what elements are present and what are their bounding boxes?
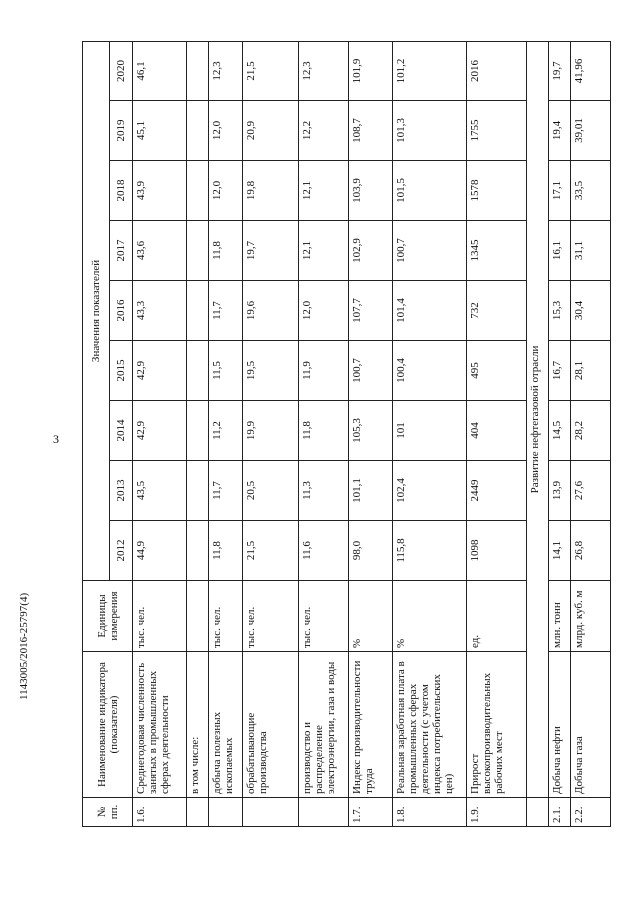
unit-cell: млн. тонн: [549, 581, 571, 652]
value-cell: 12,1: [299, 161, 349, 221]
value-cell: 12,0: [209, 101, 243, 161]
indicator-name: Добыча нефти: [549, 652, 571, 798]
value-cell: 101,2: [393, 41, 467, 100]
value-cell: 11,7: [209, 281, 243, 341]
value-cell: [187, 161, 209, 221]
value-cell: 14,1: [549, 521, 571, 581]
value-cell: 31,1: [571, 221, 611, 281]
value-cell: 115,8: [393, 521, 467, 581]
value-cell: 17,1: [549, 161, 571, 221]
unit-cell: тыс. чел.: [209, 581, 243, 652]
value-cell: 19,7: [549, 41, 571, 100]
row-number: 1.8.: [393, 798, 467, 827]
value-cell: 21,5: [243, 41, 299, 100]
unit-cell: тыс. чел.: [133, 581, 187, 652]
value-cell: 11,7: [209, 461, 243, 521]
value-cell: 107,7: [349, 281, 393, 341]
indicator-name: обрабатывающие производства: [243, 652, 299, 798]
row-number: [299, 798, 349, 827]
table-row: [243, 41, 299, 826]
value-cell: 19,4: [549, 101, 571, 161]
row-number: 1.9.: [467, 798, 527, 827]
header-year: 2020: [110, 41, 133, 100]
value-cell: 19,5: [243, 341, 299, 401]
value-cell: 98,0: [349, 521, 393, 581]
row-number: [187, 798, 209, 827]
row-number: 1.6.: [133, 798, 187, 827]
value-cell: 26,8: [571, 521, 611, 581]
indicator-name: в том числе:: [187, 652, 209, 798]
value-cell: 19,8: [243, 161, 299, 221]
indicator-name: Прирост высокопроизводительных рабочих мест: [467, 652, 527, 798]
section-empty-cell: [527, 798, 549, 827]
unit-cell: [187, 581, 209, 652]
value-cell: 19,6: [243, 281, 299, 341]
page-number: 3: [53, 432, 59, 446]
indicators-table: [82, 41, 611, 827]
value-cell: [187, 41, 209, 100]
unit-cell: %: [349, 581, 393, 652]
value-cell: 11,3: [299, 461, 349, 521]
header-values: Значения показателей: [83, 41, 110, 580]
value-cell: 45,1: [133, 101, 187, 161]
unit-cell: ед.: [467, 581, 527, 652]
value-cell: 20,5: [243, 461, 299, 521]
value-cell: 43,5: [133, 461, 187, 521]
value-cell: 12,2: [299, 101, 349, 161]
value-cell: 101,9: [349, 41, 393, 100]
value-cell: 19,9: [243, 401, 299, 461]
row-number: [243, 798, 299, 827]
value-cell: 108,7: [349, 101, 393, 161]
table-row: [549, 41, 571, 826]
value-cell: 11,5: [209, 341, 243, 401]
indicator-name: производство и распределение электроэнергии, газа и воды: [299, 652, 349, 798]
value-cell: 43,9: [133, 161, 187, 221]
value-cell: 100,7: [393, 221, 467, 281]
value-cell: 12,1: [299, 221, 349, 281]
value-cell: 44,9: [133, 521, 187, 581]
unit-cell: %: [393, 581, 467, 652]
value-cell: 46,1: [133, 41, 187, 100]
row-number: 2.1.: [549, 798, 571, 827]
value-cell: 103,9: [349, 161, 393, 221]
value-cell: 11,9: [299, 341, 349, 401]
value-cell: [187, 281, 209, 341]
row-number: 2.2.: [571, 798, 611, 827]
value-cell: 20,9: [243, 101, 299, 161]
value-cell: 39,01: [571, 101, 611, 161]
value-cell: 28,2: [571, 401, 611, 461]
value-cell: 12,0: [209, 161, 243, 221]
value-cell: 102,4: [393, 461, 467, 521]
table-row: [571, 41, 611, 826]
value-cell: 101: [393, 401, 467, 461]
value-cell: 102,9: [349, 221, 393, 281]
header-no: № пп.: [83, 798, 133, 827]
row-number: [209, 798, 243, 827]
document-code: 1143005/2016-25797(4): [18, 592, 30, 700]
value-cell: [187, 101, 209, 161]
value-cell: 15,3: [549, 281, 571, 341]
value-cell: 105,3: [349, 401, 393, 461]
value-cell: 11,8: [209, 221, 243, 281]
value-cell: 11,6: [299, 521, 349, 581]
value-cell: 100,7: [349, 341, 393, 401]
value-cell: 42,9: [133, 401, 187, 461]
header-year: 2018: [110, 161, 133, 221]
indicator-name: добыча полезных ископаемых: [209, 652, 243, 798]
value-cell: 101,3: [393, 101, 467, 161]
value-cell: 28,1: [571, 341, 611, 401]
header-year: 2012: [110, 521, 133, 581]
table-row: [187, 41, 209, 826]
indicator-name: Добыча газа: [571, 652, 611, 798]
value-cell: [187, 341, 209, 401]
rotated-table-container: [82, 42, 585, 827]
value-cell: 19,7: [243, 221, 299, 281]
value-cell: 30,4: [571, 281, 611, 341]
table-body: [133, 41, 611, 826]
unit-cell: тыс. чел.: [243, 581, 299, 652]
value-cell: 100,4: [393, 341, 467, 401]
value-cell: [187, 461, 209, 521]
header-year: 2014: [110, 401, 133, 461]
table-row: [393, 41, 467, 826]
header-year: 2017: [110, 221, 133, 281]
value-cell: 16,7: [549, 341, 571, 401]
value-cell: 404: [467, 401, 527, 461]
value-cell: [187, 221, 209, 281]
table-row: [209, 41, 243, 826]
header-year: 2019: [110, 101, 133, 161]
indicator-name: Реальная заработная плата в промышленных сферах деятельности (с учетом индекса потребительских цен): [393, 652, 467, 798]
value-cell: 42,9: [133, 341, 187, 401]
header-unit: Единицы измерения: [83, 581, 133, 652]
value-cell: 33,5: [571, 161, 611, 221]
indicator-name: Среднегодовая численность занятых в промышленных сферах деятельности: [133, 652, 187, 798]
value-cell: [187, 401, 209, 461]
indicator-name: Индекс производительности труда: [349, 652, 393, 798]
value-cell: 11,8: [209, 521, 243, 581]
value-cell: 11,2: [209, 401, 243, 461]
section-row: [527, 41, 549, 826]
value-cell: 21,5: [243, 521, 299, 581]
value-cell: 2449: [467, 461, 527, 521]
value-cell: 11,8: [299, 401, 349, 461]
value-cell: 14,5: [549, 401, 571, 461]
value-cell: 41,96: [571, 41, 611, 100]
unit-cell: млрд. куб. м: [571, 581, 611, 652]
value-cell: 12,0: [299, 281, 349, 341]
value-cell: 16,1: [549, 221, 571, 281]
value-cell: 12,3: [209, 41, 243, 100]
value-cell: 43,3: [133, 281, 187, 341]
value-cell: 27,6: [571, 461, 611, 521]
unit-cell: тыс. чел.: [299, 581, 349, 652]
value-cell: 2016: [467, 41, 527, 100]
header-name: Наименование индикатора (показателя): [83, 652, 133, 798]
table-row: [299, 41, 349, 826]
value-cell: 1098: [467, 521, 527, 581]
value-cell: 101,5: [393, 161, 467, 221]
table-row: [467, 41, 527, 826]
value-cell: 1755: [467, 101, 527, 161]
value-cell: [187, 521, 209, 581]
value-cell: 1345: [467, 221, 527, 281]
value-cell: 43,6: [133, 221, 187, 281]
value-cell: 495: [467, 341, 527, 401]
header-year: 2015: [110, 341, 133, 401]
value-cell: 1578: [467, 161, 527, 221]
row-number: 1.7.: [349, 798, 393, 827]
value-cell: 101,1: [349, 461, 393, 521]
header-year: 2016: [110, 281, 133, 341]
value-cell: 101,4: [393, 281, 467, 341]
value-cell: 732: [467, 281, 527, 341]
header-year: 2013: [110, 461, 133, 521]
section-title: Развитие нефтегазовой отрасли: [527, 41, 549, 797]
value-cell: 13,9: [549, 461, 571, 521]
table-row: [133, 41, 187, 826]
value-cell: 12,3: [299, 41, 349, 100]
table-row: [349, 41, 393, 826]
